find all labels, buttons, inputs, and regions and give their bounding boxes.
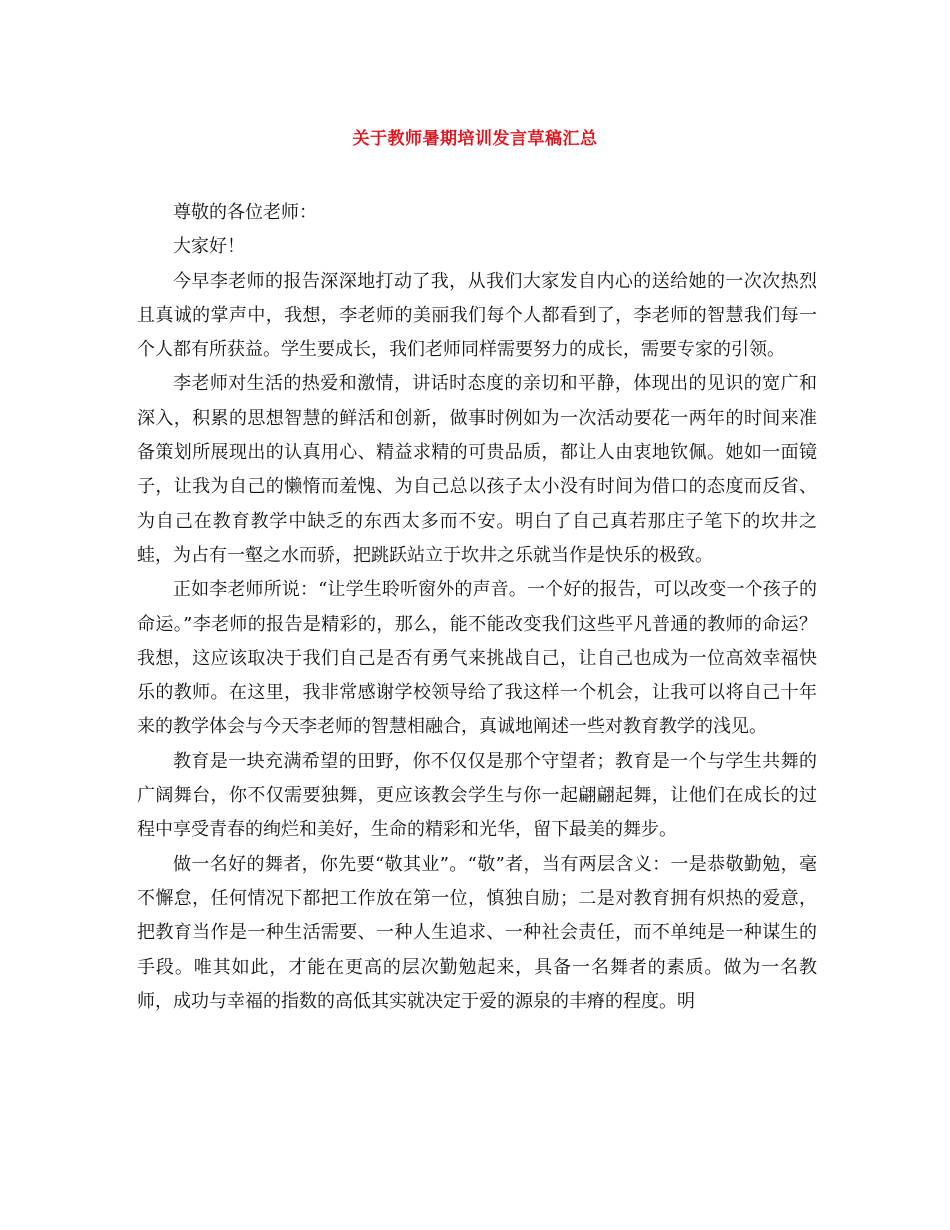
body-paragraph: 做一名好的舞者，你先要“敬其业”。“敬”者，当有两层含义：一是恭敬勤勉，毫不懈怠，任何情况下都把工作放在第一位，慎独自励；二是对教育拥有炽热的爱意，把教育当作是一种生活需要、一种人生追求、一种社会责任，而不单纯是一种谋生的手段。唯其如此，才能在更高的层次勤勉起来，具备一名舞者的素质。做为一名教师，成功与幸福的指数的高低其实就决定于爱的源泉的丰瘠的程度。明: [137, 853, 817, 1012]
body-paragraph: 今早李老师的报告深深地打动了我，从我们大家发自内心的送给她的一次次热烈且真诚的掌声中，我想，李老师的美丽我们每个人都看到了，李老师的智慧我们每一个人都有所获益。学生要成长，我们老师同样需要努力的成长，需要专家的引领。: [137, 270, 817, 361]
greeting: 大家好！: [173, 236, 245, 258]
document-title: 关于教师暑期培训发言草稿汇总: [352, 129, 598, 149]
body-paragraph: 李老师对生活的热爱和激情，讲话时态度的亲切和平静，体现出的见识的宽广和深入，积累的思想智慧的鲜活和创新，做事时例如为一次活动要花一两年的时间来准备策划所展现出的认真用心、精益求精的可贵品质，都让人由衷地钦佩。她如一面镜子，让我为自己的懒惰而羞愧、为自己总以孩子太小没有时间为借口的态度而反省、为自己在教育教学中缺乏的东西太多而不安。明白了自己真若那庄子笔下的坎井之蛙，为占有一壑之水而骄，把跳跃站立于坎井之乐就当作是快乐的极致。: [137, 373, 817, 566]
salutation: 尊敬的各位老师：: [173, 202, 317, 223]
document-body: [137, 196, 817, 1019]
body-paragraph: 教育是一块充满希望的田野，你不仅仅是那个守望者；教育是一个与学生共舞的广阔舞台，你不仅需要独舞，更应该教会学生与你一起翩翩起舞，让他们在成长的过程中享受青春的绚烂和美好，生命的精彩和光华，留下最美的舞步。: [137, 750, 817, 841]
body-paragraph: 正如李老师所说：“让学生聆听窗外的声音。一个好的报告，可以改变一个孩子的命运。”李老师的报告是精彩的，那么，能不能改变我们这些平凡普通的教师的命运？我想，这应该取决于我们自己是否有勇气来挑战自己，让自己也成为一位高效幸福快乐的教师。在这里，我非常感谢学校领导给了我这样一个机会，让我可以将自己十年来的教学体会与今天李老师的智慧相融合，真诚地阐述一些对教育教学的浅见。: [137, 579, 817, 738]
